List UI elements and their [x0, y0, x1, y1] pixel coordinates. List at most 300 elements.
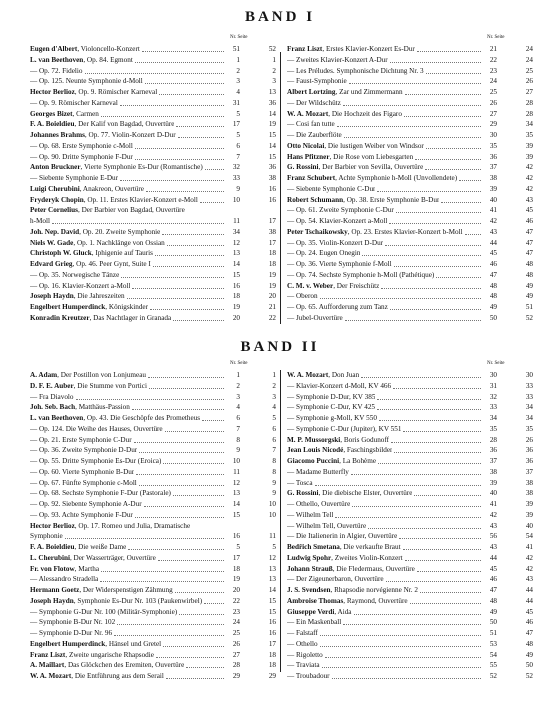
- entry-page: 10: [268, 500, 276, 508]
- entry-number: 53: [489, 639, 497, 648]
- index-entry: [30, 227, 276, 237]
- dot-leader: [362, 248, 481, 256]
- index-entry: [30, 302, 276, 312]
- entry-title: — Op. 24. Eugen Onegin: [287, 249, 361, 258]
- composer-name: Bedřich Smetana: [287, 543, 340, 551]
- entry-number: 20: [232, 586, 240, 594]
- entry-number: 24: [489, 77, 497, 86]
- index-entry: [30, 152, 276, 162]
- entry-title: Bedřich Smetana, Die verkaufte Braut: [287, 543, 401, 551]
- dot-leader: [202, 413, 224, 421]
- index-entry: [287, 542, 533, 552]
- dot-leader: [405, 553, 481, 561]
- entry-page: 52: [268, 45, 276, 53]
- index-entry: [287, 130, 533, 140]
- entry-number: 1: [236, 55, 240, 64]
- dot-leader: [405, 87, 481, 95]
- dot-leader: [114, 628, 224, 636]
- entry-number: 46: [489, 575, 497, 584]
- composer-name: Georges Bizet: [30, 109, 73, 118]
- entry-title: Hector Berlioz, Op. 17. Romeo und Julia, Dramatische: [30, 521, 191, 530]
- index-entry: [30, 281, 276, 291]
- dot-leader: [163, 639, 224, 647]
- entry-title: Georges Bizet, Carmen: [30, 109, 99, 118]
- entry-number: 47: [489, 586, 497, 594]
- dot-leader: [205, 162, 224, 170]
- index-entry: [30, 76, 276, 86]
- entry-title: — Op. 35. Norwegische Tänze: [30, 270, 120, 279]
- entry-title: — Wilhelm Tell, Ouvertüre: [287, 521, 367, 530]
- entry-page: 49: [525, 292, 533, 301]
- entry-page: 1: [272, 55, 276, 64]
- entry-title: — Op. 55. Dritte Symphonie Es-Dur (Eroica): [30, 457, 162, 465]
- entry-page: 10: [268, 510, 276, 519]
- composer-name: Johann Strauß: [287, 564, 333, 573]
- entry-page: 39: [525, 141, 533, 150]
- index-entry: [287, 531, 533, 541]
- entry-page: 19: [268, 270, 276, 279]
- entry-title: L. Cherubini, Der Wasserträger, Ouvertüre: [30, 553, 156, 562]
- entry-page: 24: [525, 55, 533, 64]
- composer-name: Engelbert Humperdinck: [30, 303, 106, 311]
- dot-leader: [156, 650, 224, 658]
- entry-title: — Rigoletto: [287, 650, 323, 659]
- index-entry: [30, 87, 276, 97]
- entry-title: — Op. 125. Neunte Symphonie d-Moll: [30, 77, 143, 86]
- dot-leader: [361, 370, 481, 378]
- entry-title: — Op. 35. Violin-Konzert D-Dur: [287, 238, 384, 247]
- entry-title: Symphonie: [30, 532, 63, 541]
- entry-title: — Jubel-Ouvertüre: [287, 313, 343, 322]
- entry-page: 37: [525, 467, 533, 476]
- entry-page: 2: [272, 66, 276, 75]
- dot-leader: [128, 542, 224, 550]
- index-entry: [30, 291, 276, 301]
- entry-page: 29: [268, 672, 276, 680]
- entry-number: 44: [489, 553, 497, 562]
- composer-name: F. A. Boieldieu: [30, 543, 75, 551]
- index-entry: [287, 238, 533, 248]
- entry-title: Hans Pfitzner, Die Rose vom Liebesgarten: [287, 152, 414, 161]
- entry-number: 17: [232, 553, 240, 562]
- index-entry: [287, 650, 533, 660]
- index-entry: [287, 184, 533, 194]
- entry-page: 45: [525, 206, 533, 215]
- entry-title: — Op. 16. Klavier-Konzert a-Moll: [30, 281, 131, 290]
- composer-name: Engelbert Humperdinck: [30, 639, 106, 648]
- entry-number: 40: [489, 195, 497, 204]
- index-entry: [30, 499, 276, 509]
- dot-leader: [343, 617, 481, 625]
- index-entry: [30, 521, 276, 531]
- dot-leader: [120, 98, 224, 106]
- index-entry: [30, 270, 276, 280]
- entry-page: 17: [268, 238, 276, 247]
- entry-page: 47: [525, 227, 533, 236]
- entry-page: 43: [525, 195, 533, 204]
- entry-title: D. F. E. Auber, Die Stumme von Portici: [30, 381, 147, 390]
- entry-page: 47: [525, 629, 533, 637]
- dot-leader: [386, 574, 481, 582]
- dot-leader: [135, 510, 224, 518]
- dot-leader: [325, 650, 481, 658]
- entry-page: 35: [525, 131, 533, 139]
- entry-number: 45: [489, 564, 497, 573]
- entry-page: 15: [268, 596, 276, 605]
- entry-page: 30: [525, 371, 533, 379]
- dot-leader: [390, 302, 481, 310]
- entry-page: 39: [525, 500, 533, 508]
- index-entry: [287, 660, 533, 670]
- entry-page: 39: [525, 510, 533, 519]
- entry-title: Joh. Seb. Bach, Matthäus-Passion: [30, 403, 130, 412]
- entry-page: 9: [272, 489, 276, 498]
- dot-leader: [76, 392, 224, 400]
- entry-title: — Op. 54. Klavier-Konzert a-Moll: [287, 217, 388, 225]
- dot-leader: [354, 607, 481, 615]
- entry-number: 23: [232, 607, 240, 616]
- entry-title: Fr. von Flotow, Martha: [30, 564, 100, 573]
- composer-name: L. Cherubini: [30, 553, 70, 562]
- entry-title: Joh. Nep. David, Op. 20. Zweite Symphonie: [30, 227, 161, 236]
- dot-leader: [404, 109, 481, 117]
- dot-leader: [85, 66, 224, 74]
- dot-leader: [417, 564, 481, 572]
- entry-number: 43: [489, 543, 497, 551]
- entry-page: 44: [525, 596, 533, 605]
- dot-leader: [426, 141, 481, 149]
- entry-number: 18: [232, 564, 240, 573]
- entry-number: 7: [236, 152, 240, 161]
- entry-page: 39: [525, 152, 533, 161]
- dot-leader: [335, 510, 481, 518]
- entry-page: 17: [268, 217, 276, 225]
- entry-number: 19: [232, 303, 240, 311]
- entry-title: G. Rossini, Die diebische Elster, Ouvertüre: [287, 489, 413, 498]
- dot-leader: [426, 66, 481, 74]
- dot-leader: [173, 488, 224, 496]
- entry-page: 28: [525, 98, 533, 107]
- entry-page: 34: [525, 120, 533, 129]
- entry-page: 42: [525, 184, 533, 193]
- entry-title: Joseph Haydn, Symphonie Es-Dur Nr. 103 (Paukenwirbel): [30, 596, 203, 605]
- entry-title: — Op. 36. Vierte Symphonie f-Moll: [287, 260, 392, 268]
- dot-leader: [153, 259, 224, 267]
- entry-title: Anton Bruckner, Vierte Symphonie Es-Dur (Romantische): [30, 163, 203, 172]
- dot-leader: [394, 259, 481, 267]
- index-entry: [287, 553, 533, 563]
- entry-number: 46: [489, 260, 497, 268]
- entry-title: Hermann Goetz, Der Widerspenstigen Zähmung: [30, 586, 173, 594]
- entry-number: 45: [489, 249, 497, 258]
- dot-leader: [200, 195, 224, 203]
- index-entry: [30, 456, 276, 466]
- entry-title: — Alessandro Stradella: [30, 575, 99, 584]
- entry-title: — Op. 60. Vierte Symphonie B-Dur: [30, 467, 135, 476]
- entry-number: 16: [232, 281, 240, 290]
- index-entry: [30, 205, 276, 215]
- dot-leader: [52, 216, 224, 224]
- index-entry: [287, 445, 533, 455]
- entry-page: 48: [525, 270, 533, 279]
- index-entry: [287, 639, 533, 649]
- entry-number: 12: [232, 478, 240, 487]
- composer-name: W. A. Mozart: [287, 371, 329, 379]
- entry-number: 12: [232, 238, 240, 247]
- dot-leader: [378, 456, 481, 464]
- index-entry: [30, 381, 276, 391]
- entry-title: — Cosi fan tutte: [287, 120, 335, 129]
- dot-leader: [393, 381, 481, 389]
- dot-leader: [139, 478, 224, 486]
- entry-title: A. Adam, Der Postillon von Lonjumeau: [30, 371, 146, 379]
- entry-page: 26: [525, 435, 533, 444]
- entry-title: W. A. Mozart, Don Juan: [287, 371, 360, 379]
- index-entry: [287, 413, 533, 423]
- index-entry: [287, 98, 533, 108]
- entry-page: 6: [272, 424, 276, 433]
- entry-number: 35: [489, 141, 497, 150]
- dot-leader: [379, 413, 481, 421]
- entry-number: 11: [233, 467, 240, 476]
- entry-page: 52: [525, 672, 533, 680]
- index-entry: [30, 424, 276, 434]
- dot-leader: [352, 499, 481, 507]
- entry-title: Konradin Kreutzer, Das Nachtlager in Granada: [30, 313, 172, 322]
- index-entry: [30, 402, 276, 412]
- dot-leader: [399, 531, 481, 539]
- entry-number: 51: [489, 629, 497, 637]
- dot-leader: [144, 499, 224, 507]
- entry-page: 33: [525, 392, 533, 401]
- index-entry: [287, 162, 533, 172]
- entry-page: 25: [525, 66, 533, 75]
- dot-leader: [204, 596, 224, 604]
- dot-leader: [425, 162, 481, 170]
- entry-number: 32: [489, 392, 497, 401]
- dot-leader: [101, 564, 224, 572]
- index-entry: [30, 216, 276, 226]
- entry-number: 41: [489, 206, 497, 215]
- index-entry: [30, 617, 276, 627]
- index-entry: [287, 467, 533, 477]
- entry-page: 18: [268, 249, 276, 258]
- index-entry: [287, 456, 533, 466]
- entry-title: h-Moll: [30, 217, 50, 225]
- index-entry: [30, 607, 276, 617]
- entry-number: 2: [236, 66, 240, 75]
- entry-title: Otto Nicolai, Die lustigen Weiber von Windsor: [287, 141, 424, 150]
- column-header: Nr. Seite: [230, 361, 248, 366]
- dot-leader: [65, 531, 224, 539]
- composer-name: Fr. von Flotow: [30, 564, 75, 573]
- dot-leader: [391, 435, 481, 443]
- entry-title: — Op. 90. Dritte Symphonie F-Dur: [30, 152, 133, 161]
- composer-name: G. Rossini: [287, 489, 319, 498]
- entry-page: 34: [525, 403, 533, 412]
- entry-number: 6: [236, 414, 240, 422]
- entry-title: Johannes Brahms, Op. 77. Violin-Konzert D-Dur: [30, 131, 176, 139]
- dot-leader: [385, 238, 481, 246]
- index-entry: [287, 76, 533, 86]
- composer-name: Fryderyk Chopin: [30, 195, 84, 204]
- entry-title: — Op. 9. Römischer Karneval: [30, 98, 118, 107]
- index-entry: [30, 141, 276, 151]
- dot-leader: [394, 445, 481, 453]
- entry-number: 29: [232, 672, 240, 680]
- index-entry: [287, 87, 533, 97]
- entry-title: — Der Wildschütz: [287, 98, 341, 107]
- entry-title: — Klavier-Konzert d-Moll, KV 466: [287, 381, 392, 390]
- entry-page: 42: [525, 163, 533, 172]
- composer-name: Johannes Brahms: [30, 131, 85, 139]
- index-entry: [30, 628, 276, 638]
- entry-title: — Zweites Klavier-Konzert A-Dur: [287, 55, 388, 64]
- entry-number: 31: [489, 381, 497, 390]
- index-entry: [287, 381, 533, 391]
- entry-number: 34: [232, 227, 240, 236]
- entry-title: — Die Italienerin in Algier, Ouvertüre: [287, 532, 398, 541]
- composer-name: G. Rossini: [287, 163, 319, 172]
- entry-title: — Op. 21. Erste Symphonie C-Dur: [30, 435, 132, 444]
- entry-number: 2: [236, 381, 240, 390]
- entry-page: 16: [268, 618, 276, 627]
- entry-number: 36: [489, 152, 497, 161]
- entry-number: 34: [489, 414, 497, 422]
- composer-name: A. Adam: [30, 371, 58, 379]
- entry-number: 43: [489, 227, 497, 236]
- entry-page: 48: [525, 260, 533, 268]
- entry-page: 20: [268, 292, 276, 301]
- entry-number: 5: [236, 131, 240, 139]
- entry-number: 1: [236, 371, 240, 379]
- dot-leader: [100, 574, 224, 582]
- index-entry: [287, 499, 533, 509]
- index-entry: [30, 585, 276, 595]
- index-entry: [30, 109, 276, 119]
- entry-number: 52: [489, 672, 497, 680]
- entry-page: 11: [269, 532, 276, 541]
- dot-leader: [179, 607, 224, 615]
- entry-page: 27: [525, 88, 533, 96]
- entry-number: 26: [489, 98, 497, 107]
- entry-number: 44: [489, 238, 497, 247]
- composer-name: Giuseppe Verdi: [287, 607, 335, 616]
- entry-page: 16: [268, 195, 276, 204]
- entry-title: G. Rossini, Der Barbier von Sevilla, Ouvertüre: [287, 163, 424, 172]
- dot-leader: [155, 248, 224, 256]
- entry-page: 6: [272, 435, 276, 444]
- entry-number: 25: [489, 88, 497, 96]
- entry-page: 14: [268, 109, 276, 118]
- index-entry: [287, 141, 533, 151]
- entry-title: — Op. 68. Sechste Symphonie F-Dur (Pastorale): [30, 489, 171, 498]
- entry-page: 18: [268, 650, 276, 659]
- index-entry: [30, 564, 276, 574]
- entry-title: Franz Schubert, Achte Symphonie h-Moll (Unvollendete): [287, 174, 458, 182]
- entry-number: 54: [489, 650, 497, 659]
- composer-name: W. A. Mozart: [287, 109, 329, 118]
- dot-leader: [158, 553, 224, 561]
- index-entry: [30, 259, 276, 269]
- entry-title: Peter Tschaikowsky, Op. 23. Erstes Klavier-Konzert b-Moll: [287, 227, 463, 236]
- entry-title: F. A. Boieldieu, Der Kalif von Bagdad, Ouvertüre: [30, 120, 175, 129]
- dot-leader: [403, 542, 481, 550]
- entry-number: 5: [236, 109, 240, 118]
- entry-page: 16: [268, 629, 276, 637]
- index-entry: [30, 173, 276, 183]
- index-entry: [287, 302, 533, 312]
- index-entry: [287, 370, 533, 380]
- dot-leader: [166, 671, 224, 679]
- entry-number: 15: [232, 510, 240, 519]
- dot-leader: [349, 76, 481, 84]
- entry-page: 47: [525, 249, 533, 258]
- index-entry: [30, 162, 276, 172]
- dot-leader: [415, 152, 481, 160]
- dot-leader: [320, 291, 481, 299]
- dot-leader: [377, 184, 481, 192]
- entry-page: 2: [272, 381, 276, 390]
- band-title: BAND I: [244, 9, 316, 25]
- entry-number: 5: [236, 543, 240, 551]
- composer-name: Jean Louis Nicodé: [287, 446, 344, 455]
- composer-name: Franz Liszt: [287, 45, 323, 53]
- entry-number: 26: [232, 639, 240, 648]
- composer-name: Franz Schubert: [287, 174, 336, 182]
- entry-title: L. van Beethoven, Op. 43. Die Geschöpfe des Prometheus: [30, 414, 201, 422]
- dot-leader: [389, 216, 481, 224]
- entry-number: 50: [489, 313, 497, 322]
- entry-page: 15: [268, 131, 276, 139]
- composer-name: L. van Beethoven: [30, 414, 84, 422]
- dot-leader: [178, 130, 224, 138]
- index-entry: [30, 488, 276, 498]
- entry-number: 38: [489, 467, 497, 476]
- entry-number: 30: [489, 131, 497, 139]
- entry-title: — Symphonie D-Dur Nr. 96: [30, 629, 113, 637]
- entry-number: 31: [232, 98, 240, 107]
- dot-leader: [414, 488, 481, 496]
- entry-page: 36: [525, 446, 533, 455]
- index-entry: [287, 478, 533, 488]
- entry-title: — Op. 65. Aufforderung zum Tanz: [287, 303, 388, 311]
- dot-leader: [436, 270, 481, 278]
- composer-name: M. P. Mussorgski: [287, 435, 341, 444]
- index-entry: [287, 617, 533, 627]
- dot-leader: [121, 270, 224, 278]
- index-entry: [287, 424, 533, 434]
- entry-page: 7: [272, 446, 276, 455]
- dot-leader: [344, 130, 481, 138]
- entry-title: — Op. 68. Erste Symphonie c-Moll: [30, 141, 133, 150]
- entry-title: — Symphonie D-Dur, KV 385: [287, 392, 376, 401]
- composer-name: Franz Liszt: [30, 650, 66, 659]
- index-entry: [287, 195, 533, 205]
- entry-number: 38: [489, 174, 497, 182]
- index-entry: [287, 585, 533, 595]
- index-entry: [30, 119, 276, 129]
- entry-number: 35: [489, 424, 497, 433]
- column-divider: [280, 370, 281, 672]
- entry-title: Luigi Cherubini, Anakreon, Ouvertüre: [30, 184, 145, 193]
- entry-title: — Op. 93. Achte Symphonie F-Dur: [30, 510, 133, 519]
- entry-number: 56: [489, 532, 497, 541]
- entry-page: 14: [268, 141, 276, 150]
- entry-page: 41: [525, 543, 533, 551]
- entry-title: — Symphonie G-Dur Nr. 100 (Militär-Symphonie): [30, 607, 178, 616]
- entry-title: — Op. 72. Fidelio: [30, 66, 83, 75]
